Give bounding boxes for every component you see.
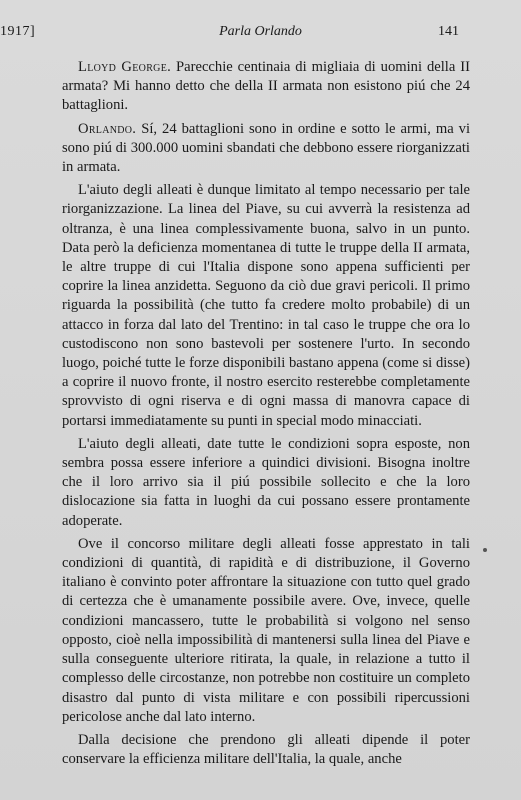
speaker-name: Lloyd George. xyxy=(78,59,172,75)
running-head-year: 1917] xyxy=(0,24,36,39)
paragraph-2 xyxy=(62,120,470,178)
paragraph-text: L'aiuto degli alleati, date tutte le condizioni sopra esposte, non sembra possa essere inferiore a quindici divisioni. Bisogna inoltre che il loro arrivo sia il piú possibile sollecito e che la loro dislocazione sia fatta in luoghi da cui possano essere prontamente adoperate. xyxy=(62,435,470,529)
paragraph-text: Ove il concorso militare degli alleati fosse apprestato in tali condizioni di quantità, di rapidità e di distribuzione, il Governo italiano è convinto poter affrontare la situazione con tutto quel grado di certezza che è umanamente possibile avere. Ove, invece, quelle condizioni mancassero, tutte le probabilità si volgono nel senso opposto, cioè nella impossibilità di mantenersi sulla linea del Piave e sulla conseguente ulteriore ritirata, la quale, in relazione a tutto il complesso delle circostanze, non potrebbe non costituire un completo disastro dal punto di vista militare e con possibili ripercussioni pericolose anche dal lato interno. xyxy=(62,535,470,725)
paragraph-text: Dalla decisione che prendono gli alleati dipende il poter conservare la efficienza militare dell'Italia, la quale, anche xyxy=(62,731,470,768)
paragraph-3 xyxy=(62,181,470,431)
paragraph-6 xyxy=(62,731,470,769)
speaker-name: Orlando. xyxy=(78,120,137,137)
paragraph-5 xyxy=(62,535,470,727)
body-text xyxy=(62,58,470,773)
page-number: 141 xyxy=(438,24,459,39)
paragraph-text: Parecchie centinaia di migliaia di uomini della II armata? Mi hanno detto che della II armata non esistono piú che 24 battaglioni. xyxy=(62,59,470,114)
paragraph-1 xyxy=(62,58,470,116)
running-head xyxy=(0,24,521,44)
ink-spot xyxy=(483,548,487,552)
paragraph-text: L'aiuto degli alleati è dunque limitato al tempo necessario per tale riorganizzazione. La linea del Piave, su cui avverrà la resistenza ad oltranza, è una linea complessivamente buona, salvo in un punto. Data però la deficienza momentanea di tutte le truppe della II armata, le altre truppe di cui l'Italia dispone sono appena sufficienti per coprire la linea anzidetta. Seguono da ciò due gravi pericoli. Il primo riguarda la possibilità (che tutto fa credere molto probabile) di un attacco in forza dal lato del Trentino: in tal caso le truppe che ora lo custodiscono non sono bastevoli per sostenere l'urto. In secondo luogo, poiché tutte le forze disponibili bastano appena (come si disse) a coprire il nuovo fronte, il nostro esercito resterebbe completamente sprovvisto di ogni riserva e di ogni massa di manovra capace di portarsi immediatamente su punti in special modo minacciati. xyxy=(62,182,470,429)
running-head-title: Parla Orlando xyxy=(219,24,302,39)
paragraph-text: Sí, 24 battaglioni sono in ordine e sotto le armi, ma vi sono piú di 300.000 uomini sbandati che debbono essere riorganizzati in armata. xyxy=(62,120,470,176)
paragraph-4 xyxy=(62,435,470,531)
